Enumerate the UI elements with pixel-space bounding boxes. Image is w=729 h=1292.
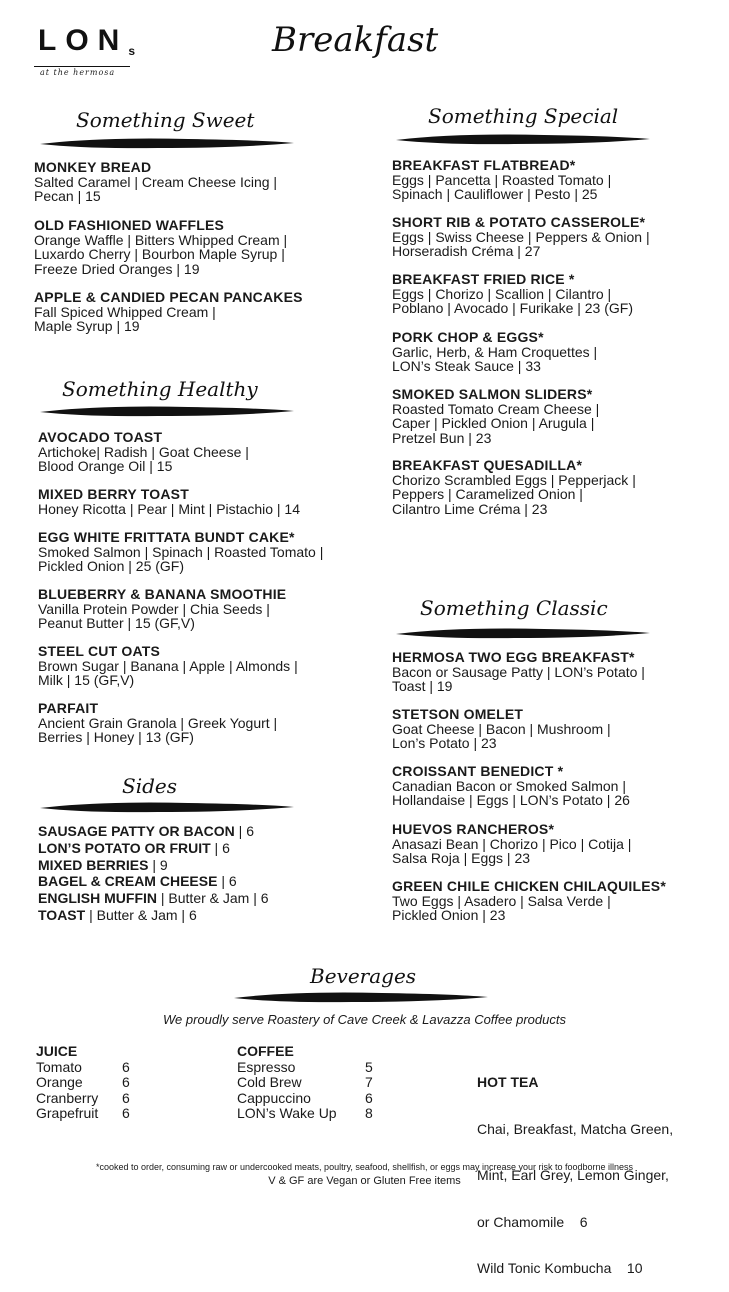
section-title-special: Something Special: [428, 104, 619, 128]
menu-item: [392, 707, 611, 751]
item-name: SMOKED SALMON SLIDERS*: [392, 386, 593, 402]
footer-disclaimer: *cooked to order, consuming raw or undercooked meats, poultry, seafood, shellfish, or eggs may increase your risk to foodborne illness: [95, 1162, 634, 1172]
item-desc: Milk | 15 (GF,V): [38, 672, 135, 688]
item-desc: Orange Waffle | Bitters Whipped Cream |: [34, 231, 288, 248]
item-desc: Caper | Pickled Onion | Arugula |: [392, 415, 595, 431]
item-desc: Vanilla Protein Powder | Chia Seeds |: [38, 600, 270, 617]
side-name: BAGEL & CREAM CHEESE: [38, 873, 218, 890]
item-desc: Salted Caramel | Cream Cheese Icing |: [34, 173, 278, 190]
item-name: PORK CHOP & EGGS*: [392, 329, 544, 345]
menu-item: [392, 215, 650, 259]
item-desc: Bacon or Sausage Patty | LON’s Potato |: [392, 663, 645, 680]
item-name: EGG WHITE FRITTATA BUNDT CAKE*: [38, 529, 295, 545]
item-desc: Fall Spiced Whipped Cream |: [34, 303, 216, 320]
juice-heading: JUICE: [36, 1043, 78, 1059]
list-item: [237, 1106, 373, 1122]
item-desc: Horseradish Créma | 27: [392, 243, 541, 259]
tea-line: Wild Tonic Kombucha 10: [477, 1260, 643, 1276]
list-item: [237, 1075, 373, 1091]
item-name: OLD FASHIONED WAFFLES: [34, 217, 225, 233]
coffee-column: [237, 1044, 373, 1122]
list-item: [237, 1091, 373, 1107]
menu-item: [392, 158, 611, 202]
item-desc: LON’s Steak Sauce | 33: [392, 358, 541, 374]
tea-line: or Chamomile 6: [477, 1213, 588, 1230]
item-desc: Ancient Grain Granola | Greek Yogurt |: [38, 714, 278, 731]
brush-stroke-beverages: [232, 988, 490, 1006]
menu-item: [34, 160, 277, 204]
item-desc: Anasazi Bean | Chorizo | Pico | Cotija |: [392, 835, 632, 852]
list-item: [38, 890, 269, 907]
menu-item: [392, 822, 631, 866]
section-title-healthy: Something Healthy: [62, 377, 258, 401]
list-item: [36, 1075, 130, 1091]
footer-legend: V & GF are Vegan or Gluten Free items: [268, 1175, 461, 1187]
list-item: [38, 873, 269, 890]
list-item: [38, 907, 269, 924]
list-item: [36, 1106, 130, 1122]
item-desc: Poblano | Avocado | Furikake | 23 (GF): [392, 300, 633, 316]
section-title-beverages: Beverages: [310, 964, 417, 988]
item-desc: Blood Orange Oil | 15: [38, 458, 173, 474]
item-desc: Peppers | Caramelized Onion |: [392, 486, 583, 502]
coffee-heading: COFFEE: [237, 1043, 294, 1059]
logo-suffix: s: [128, 44, 136, 58]
side-desc: | Butter & Jam | 6: [157, 890, 269, 907]
item-desc: Luxardo Cherry | Bourbon Maple Syrup |: [34, 246, 285, 262]
menu-item: [38, 530, 323, 574]
bev-price: 6: [122, 1074, 130, 1090]
side-desc: | 6: [234, 823, 254, 839]
list-item: [38, 857, 269, 874]
item-desc: Pickled Onion | 25 (GF): [38, 558, 185, 574]
item-desc: Artichoke| Radish | Goat Cheese |: [38, 443, 249, 460]
list-item: [38, 840, 269, 857]
item-name: HERMOSA TWO EGG BREAKFAST*: [392, 649, 635, 665]
logo-word: LON: [38, 24, 129, 57]
brush-stroke-classic: [394, 624, 652, 642]
menu-item: [38, 587, 286, 631]
item-desc: Cilantro Lime Créma | 23: [392, 500, 548, 517]
brush-stroke-special: [394, 130, 652, 148]
tea-line: Chai, Breakfast, Matcha Green,: [477, 1120, 674, 1137]
item-desc: Freeze Dried Oranges | 19: [34, 260, 200, 277]
list-item: [36, 1060, 130, 1076]
item-desc: Two Eggs | Asadero | Salsa Verde |: [392, 892, 611, 909]
item-desc: Smoked Salmon | Spinach | Roasted Tomato |: [38, 543, 324, 560]
bev-price: 7: [365, 1074, 373, 1090]
logo: [38, 24, 135, 58]
bev-price: 6: [122, 1058, 130, 1075]
bev-price: 6: [122, 1089, 130, 1106]
item-name: APPLE & CANDIED PECAN PANCAKES: [34, 289, 303, 305]
item-desc: Spinach | Cauliflower | Pesto | 25: [392, 186, 598, 202]
list-item: [36, 1091, 130, 1107]
item-desc: Eggs | Chorizo | Scallion | Cilantro |: [392, 285, 612, 302]
item-desc: Berries | Honey | 13 (GF): [38, 729, 194, 745]
item-desc: Toast | 19: [392, 678, 453, 694]
menu-item: [392, 879, 666, 923]
side-name: LON’S POTATO OR FRUIT: [38, 839, 211, 856]
item-name: BREAKFAST FRIED RICE *: [392, 271, 575, 287]
item-desc: Roasted Tomato Cream Cheese |: [392, 400, 600, 417]
side-name: SAUSAGE PATTY OR BACON: [38, 823, 235, 839]
brush-stroke-sweet: [38, 134, 296, 152]
menu-item: [392, 458, 636, 516]
item-name: PARFAIT: [38, 700, 99, 716]
bev-price: 5: [365, 1058, 373, 1075]
menu-item: [392, 387, 599, 445]
item-name: CROISSANT BENEDICT *: [392, 763, 564, 779]
section-title-classic: Something Classic: [420, 596, 608, 620]
sides-list: [38, 823, 269, 924]
item-name: AVOCADO TOAST: [38, 429, 163, 445]
menu-item: [38, 701, 277, 745]
item-desc: Garlic, Herb, & Ham Croquettes |: [392, 343, 598, 360]
item-name: BLUEBERRY & BANANA SMOOTHIE: [38, 586, 287, 602]
menu-item: [392, 272, 633, 316]
side-desc: | 6: [217, 873, 237, 890]
item-desc: Hollandaise | Eggs | LON’s Potato | 26: [392, 792, 630, 808]
item-desc: Honey Ricotta | Pear | Mint | Pistachio | 14: [38, 500, 300, 517]
bev-name: Cappuccino: [237, 1089, 311, 1106]
bev-name: Grapefruit: [36, 1105, 99, 1121]
bev-name: Tomato: [36, 1058, 82, 1075]
bev-name: Cold Brew: [237, 1074, 302, 1090]
item-name: BREAKFAST FLATBREAD*: [392, 157, 576, 173]
item-name: GREEN CHILE CHICKEN CHILAQUILES*: [392, 878, 666, 894]
item-name: BREAKFAST QUESADILLA*: [392, 457, 583, 473]
menu-item: [38, 644, 298, 688]
brush-stroke-healthy: [38, 402, 296, 420]
menu-item: [34, 218, 287, 276]
item-desc: Eggs | Swiss Cheese | Peppers & Onion |: [392, 228, 650, 245]
beverages-note: We proudly serve Roastery of Cave Creek & Lavazza Coffee products: [163, 1012, 566, 1027]
menu-item: [34, 290, 303, 334]
bev-price: 6: [122, 1105, 130, 1121]
side-desc: | 9: [148, 856, 168, 873]
item-desc: Eggs | Pancetta | Roasted Tomato |: [392, 171, 612, 188]
item-desc: Salsa Roja | Eggs | 23: [392, 850, 531, 866]
bev-name: Espresso: [237, 1058, 296, 1075]
page-title: Breakfast: [272, 20, 439, 60]
juice-column: [36, 1044, 130, 1122]
side-desc: | 6: [210, 839, 230, 856]
item-desc: Chorizo Scrambled Eggs | Pepperjack |: [392, 471, 636, 488]
item-name: SHORT RIB & POTATO CASSEROLE*: [392, 214, 646, 230]
side-name: TOAST: [38, 906, 86, 923]
section-title-sweet: Something Sweet: [76, 108, 255, 132]
section-title-sides: Sides: [122, 774, 177, 798]
tea-heading: HOT TEA: [477, 1074, 539, 1090]
tea-line: Mint, Earl Grey, Lemon Ginger,: [477, 1167, 669, 1183]
menu-item: [392, 764, 630, 808]
menu-item: [38, 487, 300, 516]
bev-name: Cranberry: [36, 1089, 99, 1106]
brush-stroke-sides: [38, 798, 296, 816]
item-desc: Pecan | 15: [34, 188, 101, 204]
item-desc: Canadian Bacon or Smoked Salmon |: [392, 777, 626, 794]
item-desc: Pickled Onion | 23: [392, 907, 506, 923]
side-name: ENGLISH MUFFIN: [38, 890, 157, 907]
bev-name: Orange: [36, 1074, 83, 1090]
item-desc: Pretzel Bun | 23: [392, 429, 492, 446]
bev-price: 6: [365, 1089, 373, 1106]
item-desc: Peanut Butter | 15 (GF,V): [38, 615, 195, 631]
menu-item: [38, 430, 249, 474]
menu-item: [392, 330, 597, 374]
logo-tagline: at the hermosa: [40, 68, 116, 77]
item-desc: Maple Syrup | 19: [34, 318, 140, 334]
bev-name: LON’s Wake Up: [237, 1105, 337, 1121]
side-desc: | Butter & Jam | 6: [85, 906, 197, 923]
list-item: [38, 823, 269, 840]
item-name: STETSON OMELET: [392, 706, 524, 722]
item-desc: Goat Cheese | Bacon | Mushroom |: [392, 720, 611, 737]
menu-item: [392, 650, 645, 694]
item-name: MIXED BERRY TOAST: [38, 486, 189, 502]
item-name: STEEL CUT OATS: [38, 643, 161, 659]
list-item: [237, 1060, 373, 1076]
logo-underline: [34, 66, 130, 67]
side-name: MIXED BERRIES: [38, 856, 149, 873]
item-name: MONKEY BREAD: [34, 159, 152, 175]
item-name: HUEVOS RANCHEROS*: [392, 821, 555, 837]
item-desc: Lon’s Potato | 23: [392, 735, 497, 751]
item-desc: Brown Sugar | Banana | Apple | Almonds |: [38, 657, 298, 674]
bev-price: 8: [365, 1105, 373, 1121]
